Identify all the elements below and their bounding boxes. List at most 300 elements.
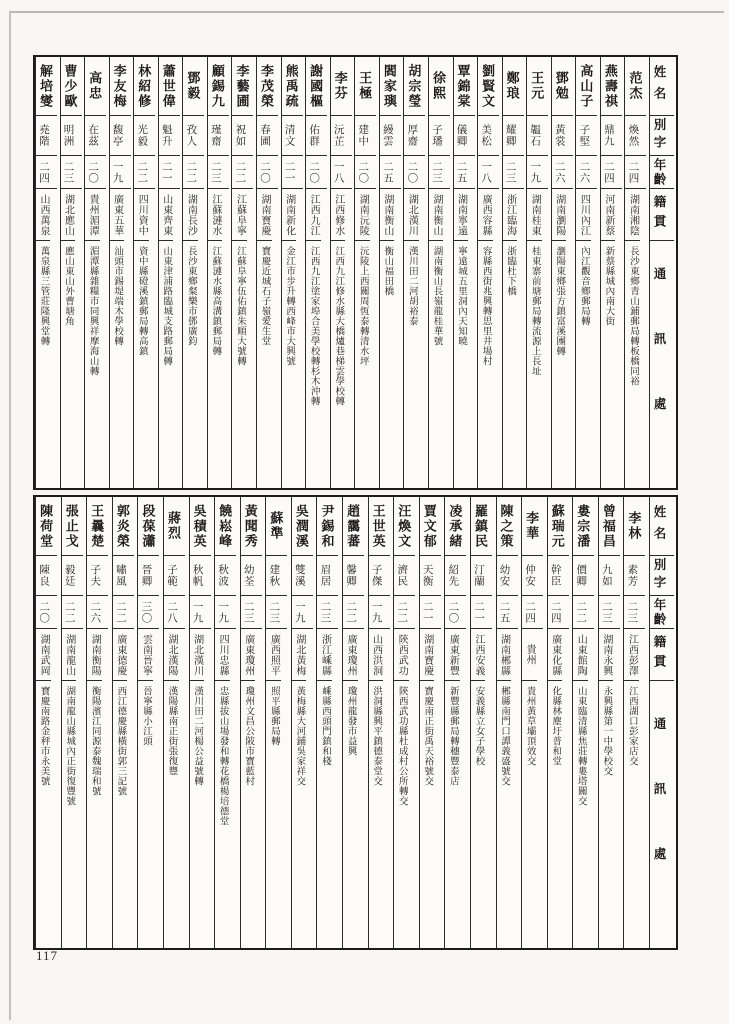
- entry-age: 一八: [331, 155, 352, 188]
- entry-name: 黃聞秀: [242, 503, 258, 549]
- entry-age: 二三: [266, 595, 287, 628]
- entry-courtesy-name: 韞石: [527, 115, 548, 155]
- entry-age: 二三: [241, 595, 262, 628]
- entry-age: 二三: [624, 595, 645, 628]
- entry-age: 二二: [183, 155, 204, 188]
- entry-name: 王極: [357, 71, 373, 101]
- entry-native-place: 山東館陶: [573, 628, 594, 680]
- entry-age: 二〇: [355, 155, 376, 188]
- entry-name: 曾福昌: [600, 503, 616, 549]
- entry-address: 江蘇漣水縣高溝鎮郵局轉: [208, 240, 223, 488]
- entry-age: 二八: [164, 595, 185, 628]
- entry-name: 徐熙: [430, 71, 446, 101]
- entry-name: 李茂榮: [259, 63, 274, 109]
- entry-courtesy-name: 黃裳: [552, 115, 573, 155]
- entry-age: 二三: [429, 155, 450, 188]
- entry-native-place: 湖南瀏陽: [552, 188, 573, 240]
- entry-column: [600, 57, 625, 488]
- entry-age: 一九: [110, 155, 131, 188]
- entry-age: 二二: [62, 595, 83, 628]
- entry-native-place: 廣東瓊州: [241, 628, 262, 680]
- entry-native-place: 廣西容縣: [478, 188, 499, 240]
- entry-courtesy-name: 秋波: [215, 555, 236, 595]
- entry-column: [575, 57, 600, 488]
- entry-column: [35, 497, 61, 948]
- entry-age: 二三: [317, 595, 338, 628]
- entry-name: 曹少歐: [62, 63, 78, 109]
- entry-name: 趙靄蕃: [345, 503, 361, 549]
- entry-age: 二四: [601, 155, 622, 188]
- entry-column: [109, 57, 134, 488]
- entry-native-place: 四川忠縣: [215, 628, 236, 680]
- entry-name: 鄧毅: [185, 71, 201, 101]
- entry-native-place: 山西洪洞: [369, 628, 390, 680]
- entry-column: [526, 57, 551, 488]
- entry-address: 瓊州龍發市益興: [343, 680, 358, 948]
- entry-name: 閻家璵: [381, 63, 397, 109]
- entry-native-place: 湖南桂東: [527, 188, 548, 240]
- entry-column: [393, 497, 419, 948]
- header-age: 年齡: [650, 155, 674, 188]
- entry-name: 吳潤溪: [293, 503, 309, 549]
- entry-age: 二四: [548, 595, 569, 628]
- header-column: [649, 497, 676, 948]
- entry-courtesy-name: 眉居: [317, 555, 338, 595]
- entry-address: 瓊州文昌公陂市寶藍村: [241, 680, 256, 948]
- entry-column: [453, 57, 478, 488]
- entry-age: 二二: [232, 155, 253, 188]
- entry-address: 嵊縣西頭門鎮和棧: [317, 680, 332, 948]
- entry-name: 凌承緒: [447, 503, 463, 549]
- entry-name: 李友梅: [111, 63, 127, 109]
- entry-courtesy-name: 堯階: [36, 115, 57, 155]
- entry-name: 熊禹疏: [283, 63, 299, 109]
- entry-address: 新蔡縣城內南大街: [601, 240, 616, 488]
- entry-courtesy-name: 孜人: [183, 115, 204, 155]
- entry-address: 陝西武功縣杜成村公所轉交: [394, 680, 409, 948]
- page-number: 117: [36, 948, 59, 963]
- entry-courtesy-name: 祝如: [232, 115, 253, 155]
- entry-column: [551, 57, 576, 488]
- entry-native-place: 湖南永興: [599, 628, 620, 680]
- entry-address: 萬泉縣三管莊隆興堂轉: [36, 240, 51, 488]
- entry-name: 段葆瀟: [140, 503, 156, 549]
- header-name: 姓名: [652, 504, 666, 548]
- entry-address: 化縣林塵圩普和堂: [548, 680, 563, 948]
- entry-column: [61, 497, 87, 948]
- entry-native-place: 湖北漢川: [404, 188, 425, 240]
- entry-courtesy-name: 清文: [282, 115, 303, 155]
- entry-age: 二二: [134, 155, 155, 188]
- entry-native-place: 雲南晉寧: [138, 628, 159, 680]
- entry-column: [403, 57, 428, 488]
- entry-name: 林紹修: [136, 63, 152, 109]
- entry-courtesy-name: 紹先: [445, 555, 466, 595]
- entry-native-place: 湖南衡山: [380, 188, 401, 240]
- entry-courtesy-name: 明洲: [61, 115, 82, 155]
- entry-age: 一九: [215, 595, 236, 628]
- entry-native-place: 四川資中: [134, 188, 155, 240]
- entry-courtesy-name: 儀卿: [454, 115, 475, 155]
- entry-name: 王曩楚: [89, 503, 105, 549]
- entry-name: 陳之策: [498, 503, 514, 549]
- entry-column: [137, 497, 163, 948]
- entry-courtesy-name: 晉卿: [138, 555, 159, 595]
- entry-address: 江西湖口彭家店交: [624, 680, 639, 948]
- entry-age: 二一: [159, 155, 180, 188]
- entry-address: 山東臨清縣焦莊轉婁塔關交: [573, 680, 588, 948]
- entry-age: 二〇: [257, 155, 278, 188]
- entry-age: 二一: [471, 595, 492, 628]
- entry-age: 二五: [497, 595, 518, 628]
- entry-address: 沅陵上西關周恆泰轉清水坪: [355, 240, 370, 488]
- entry-native-place: 湖南長沙: [183, 188, 204, 240]
- entry-native-place: 湖南衡山: [429, 188, 450, 240]
- entry-column: [158, 57, 183, 488]
- entry-native-place: 江蘇漣水: [208, 188, 229, 240]
- entry-native-place: 湖南寧遠: [454, 188, 475, 240]
- entry-native-place: 湖南沅陵: [355, 188, 376, 240]
- entry-name: 蘇準: [268, 511, 284, 541]
- header-courtesy: 別字: [650, 115, 674, 155]
- entry-age: 二二: [113, 595, 134, 628]
- entry-column: [281, 57, 306, 488]
- entry-column: [496, 497, 522, 948]
- entry-courtesy-name: 九如: [599, 555, 620, 595]
- entry-column: [379, 57, 404, 488]
- entry-name: 羅鎮民: [472, 503, 488, 549]
- entry-name: 胡宗瑩: [406, 63, 422, 109]
- entry-native-place: 山東齊東: [159, 188, 180, 240]
- entry-column: [470, 497, 496, 948]
- entry-name: 解培燮: [37, 63, 53, 109]
- entry-age: 二一: [282, 155, 303, 188]
- entry-name: 賈文郁: [421, 503, 437, 549]
- entry-native-place: 湖北應山: [61, 188, 82, 240]
- entry-address: 江蘇阜寧伍佑鎮朱順大號轉: [232, 240, 247, 488]
- entry-courtesy-name: 子範: [164, 555, 185, 595]
- entry-courtesy-name: 厚齋: [404, 115, 425, 155]
- entry-address: 忠縣拔山場發和轉花橋楊培德堂: [215, 680, 230, 948]
- entry-address: 江西九江修水縣大橋爐巷梯雲學校轉: [331, 240, 346, 488]
- entry-age: 二五: [380, 155, 401, 188]
- entry-courtesy-name: 子傑: [369, 555, 390, 595]
- entry-address: 長沙東鄉青山鋪郵局轉板橋同裕: [625, 240, 640, 488]
- entry-age: 一九: [527, 155, 548, 188]
- entry-name: 高山子: [578, 63, 594, 109]
- entry-name: 王元: [529, 71, 545, 101]
- entry-address: 漢川田二河胡裕泰: [404, 240, 419, 488]
- entry-address: 晉寧縣小江頭: [138, 680, 153, 948]
- entry-courtesy-name: 子夫: [87, 555, 108, 595]
- entry-column: [572, 497, 598, 948]
- entry-name: 李華: [524, 511, 540, 541]
- entry-column: [368, 497, 394, 948]
- entry-column: [291, 497, 317, 948]
- entry-native-place: 廣東德慶: [113, 628, 134, 680]
- entry-age: 二二: [343, 595, 364, 628]
- directory-table-top: [33, 55, 678, 490]
- entry-column: [231, 57, 256, 488]
- entry-age: 一九: [292, 595, 313, 628]
- entry-column: [84, 57, 109, 488]
- entry-native-place: 江蘇阜寧: [232, 188, 253, 240]
- entry-courtesy-name: 仲安: [522, 555, 543, 595]
- entry-native-place: 湖南寶慶: [257, 188, 278, 240]
- entry-native-place: 浙江臨海: [503, 188, 524, 240]
- entry-column: [502, 57, 527, 488]
- entry-name: 蘇瑞元: [549, 503, 565, 549]
- directory-table-bottom: [33, 495, 678, 950]
- entry-address: 洪洞縣興平鎮德泰堂交: [369, 680, 384, 948]
- entry-name: 蔣烈: [166, 511, 182, 541]
- entry-courtesy-name: 鼎九: [601, 115, 622, 155]
- entry-column: [521, 497, 547, 948]
- entry-native-place: 江西修水: [331, 188, 352, 240]
- directory-tables: [33, 55, 678, 950]
- header-name: 姓名: [652, 64, 666, 108]
- entry-courtesy-name: 嘯風: [113, 555, 134, 595]
- entry-courtesy-name: 瑾齋: [208, 115, 229, 155]
- entry-age: 二四: [522, 595, 543, 628]
- entry-column: [86, 497, 112, 948]
- entry-age: 二〇: [404, 155, 425, 188]
- entry-courtesy-name: 價卿: [573, 555, 594, 595]
- entry-name: 覃錦棠: [455, 63, 471, 109]
- entry-column: [240, 497, 266, 948]
- entry-name: 鄧勉: [553, 71, 569, 101]
- entry-courtesy-name: 幼安: [497, 555, 518, 595]
- entry-address: 西江德慶縣橫街郭三記號: [113, 680, 128, 948]
- entry-name: 謝國樞: [308, 63, 324, 109]
- entry-age: 二三: [208, 155, 229, 188]
- entry-native-place: 湖南寶慶: [420, 628, 441, 680]
- entry-native-place: 江西安義: [471, 628, 492, 680]
- entry-native-place: 江西彭澤: [624, 628, 645, 680]
- entry-courtesy-name: 春圃: [257, 115, 278, 155]
- entry-courtesy-name: 子堅: [576, 115, 597, 155]
- entry-name: 燕壽祺: [602, 63, 618, 109]
- entry-age: 一九: [190, 595, 211, 628]
- entry-column: [547, 497, 573, 948]
- entry-courtesy-name: 光毅: [134, 115, 155, 155]
- entry-courtesy-name: 馥亭: [110, 115, 131, 155]
- entry-native-place: 湖南新化: [282, 188, 303, 240]
- entry-courtesy-name: 幼荃: [241, 555, 262, 595]
- entry-name: 李林: [626, 511, 642, 541]
- entry-name: 鄭琅: [504, 71, 520, 101]
- entry-address: 寶慶南路金秤市永美號: [36, 680, 51, 948]
- entry-courtesy-name: 美松: [478, 115, 499, 155]
- entry-column: [189, 497, 215, 948]
- entry-name: 尹錫和: [319, 503, 335, 549]
- entry-address: 瀏陽東鄉張方鎮富溪團轉: [552, 240, 567, 488]
- entry-courtesy-name: 縵雲: [380, 115, 401, 155]
- entry-address: 照平縣郵局轉: [266, 680, 281, 948]
- entry-native-place: 河南新蔡: [601, 188, 622, 240]
- entry-column: [163, 497, 189, 948]
- entry-native-place: 湖南衡陽: [87, 628, 108, 680]
- entry-age: 二六: [552, 155, 573, 188]
- entry-age: 二〇: [85, 155, 106, 188]
- entry-address: 內江觀音鄉郵局轉: [576, 240, 591, 488]
- entry-name: 吳積英: [191, 503, 207, 549]
- entry-native-place: 廣東五華: [110, 188, 131, 240]
- entry-address: 永興縣第一中學校交: [599, 680, 614, 948]
- entry-name: 范杰: [627, 71, 643, 101]
- entry-age: 二〇: [306, 155, 327, 188]
- entry-name: 婁宗潘: [575, 503, 591, 549]
- header-origin: 籍貫: [650, 188, 674, 240]
- entry-age: 二〇: [445, 595, 466, 628]
- entry-address: 容縣西街兆興轉思里井場村: [478, 240, 493, 488]
- entry-native-place: 廣東瓊州: [343, 628, 364, 680]
- entry-name: 顧錫九: [209, 63, 225, 109]
- entry-native-place: 陝西武功: [394, 628, 415, 680]
- entry-name: 郭炎榮: [114, 503, 130, 549]
- entry-address: 資中縣磴溪鎮郵局轉高鎮: [134, 240, 149, 488]
- entry-courtesy-name: 濟民: [394, 555, 415, 595]
- entry-age: 二四: [36, 155, 57, 188]
- entry-age: 二四: [625, 155, 646, 188]
- entry-name: 汪煥文: [396, 503, 412, 549]
- entry-column: [354, 57, 379, 488]
- entry-courtesy-name: 煥然: [625, 115, 646, 155]
- entry-name: 劉賢文: [480, 63, 496, 109]
- entry-age: 二三: [599, 595, 620, 628]
- entry-address: 貴州黃草壩頂效交: [522, 680, 537, 948]
- entry-column: [207, 57, 232, 488]
- entry-name: 李藝圃: [234, 63, 250, 109]
- entry-column: [623, 497, 649, 948]
- entry-column: [133, 57, 158, 488]
- entry-column: [428, 57, 453, 488]
- entry-age: 二二: [394, 595, 415, 628]
- entry-column: [305, 57, 330, 488]
- entry-native-place: 湖北漢川: [190, 628, 211, 680]
- entry-courtesy-name: 在茲: [85, 115, 106, 155]
- entry-name: 陳荷堂: [38, 503, 54, 549]
- entry-column: [419, 497, 445, 948]
- entry-native-place: 江西九江: [306, 188, 327, 240]
- entry-address: 寶慶南正街禹天裕號交: [420, 680, 435, 948]
- entry-column: [477, 57, 502, 488]
- entry-column: [182, 57, 207, 488]
- entry-address: 郴縣南門口譚義盛號交: [497, 680, 512, 948]
- header-origin: 籍貫: [650, 628, 674, 680]
- entry-address: 汕頭市錫堤端木學校轉: [110, 240, 125, 488]
- entry-address: 山東津浦路臨城支路郵局轉: [159, 240, 174, 488]
- entry-native-place: 湖南龍山: [62, 628, 83, 680]
- entry-address: 湄潭縣雜糧市同興祥摩海山轉: [85, 240, 100, 488]
- entry-courtesy-name: 魁升: [159, 115, 180, 155]
- entry-courtesy-name: 素芳: [624, 555, 645, 595]
- entry-age: 二六: [576, 155, 597, 188]
- entry-native-place: 廣西照平: [266, 628, 287, 680]
- header-address: 通訊處: [650, 680, 674, 948]
- entry-name: 饒崧峰: [217, 503, 233, 549]
- entry-column: [330, 57, 355, 488]
- entry-courtesy-name: 沅芷: [331, 115, 352, 155]
- entry-address: 江西九江塗家埠合美學校轉杉木沖轉: [306, 240, 321, 488]
- entry-age: 三〇: [138, 595, 159, 628]
- entry-name: 李芬: [332, 71, 348, 101]
- entry-native-place: 貴州: [522, 628, 543, 680]
- header-address: 通訊處: [650, 240, 674, 488]
- entry-age: 二三: [503, 155, 524, 188]
- entry-courtesy-name: 陳良: [36, 555, 57, 595]
- entry-courtesy-name: 佑群: [306, 115, 327, 155]
- entry-age: 一八: [478, 155, 499, 188]
- entry-column: [342, 497, 368, 948]
- entry-name: 張止戈: [63, 503, 79, 549]
- entry-column: [265, 497, 291, 948]
- entry-native-place: 貴州湄潭: [85, 188, 106, 240]
- entry-native-place: 湖南湘陰: [625, 188, 646, 240]
- entry-address: 衡陽濱江同源泰魏瑞和號: [87, 680, 102, 948]
- entry-courtesy-name: 耀卿: [503, 115, 524, 155]
- entry-courtesy-name: 幹臣: [548, 555, 569, 595]
- entry-name: 高忠: [87, 71, 103, 101]
- entry-native-place: 山西萬泉: [36, 188, 57, 240]
- entry-age: 二六: [87, 595, 108, 628]
- entry-courtesy-name: 建秋: [266, 555, 287, 595]
- entry-courtesy-name: 毅廷: [62, 555, 83, 595]
- entry-address: 漢陽縣南正街張復豐: [164, 680, 179, 948]
- entry-column: [214, 497, 240, 948]
- entry-age: 一九: [369, 595, 390, 628]
- entry-age: 二二: [573, 595, 594, 628]
- header-courtesy: 別字: [650, 555, 674, 595]
- entry-address: 金江市步升轉西峰市大興號: [282, 240, 297, 488]
- entry-native-place: 湖北黃梅: [292, 628, 313, 680]
- entry-address: 長沙東鄉粲樂市鄧廣鈞: [183, 240, 198, 488]
- entry-column: [444, 497, 470, 948]
- entry-address: 安義縣立女子學校: [471, 680, 486, 948]
- entry-column: [35, 57, 60, 488]
- entry-courtesy-name: 建中: [355, 115, 376, 155]
- entry-address: 湖南龍山縣城內正街復豐號: [62, 680, 77, 948]
- entry-address: 黃梅縣大河鋪吳家祥交: [292, 680, 307, 948]
- entry-age: 二一: [420, 595, 441, 628]
- entry-courtesy-name: 子璠: [429, 115, 450, 155]
- entry-name: 蕭世偉: [160, 63, 176, 109]
- entry-native-place: 湖南武岡: [36, 628, 57, 680]
- entry-age: 二三: [61, 155, 82, 188]
- entry-column: [316, 497, 342, 948]
- entry-courtesy-name: 汀蘭: [471, 555, 492, 595]
- entry-native-place: 浙江嵊縣: [317, 628, 338, 680]
- entry-native-place: 廣東化縣: [548, 628, 569, 680]
- entry-address: 浙臨杜下橋: [503, 240, 518, 488]
- entry-address: 新豐縣郵局轉穗豐泰店: [445, 680, 460, 948]
- entry-address: 桂東寨前塘郵局轉流源上長址: [527, 240, 542, 488]
- entry-address: 寶慶近城石子嶺愛生堂: [257, 240, 272, 488]
- entry-native-place: 湖北漢陽: [164, 628, 185, 680]
- entry-native-place: 廣東新豐: [445, 628, 466, 680]
- entry-native-place: 四川內江: [576, 188, 597, 240]
- entry-column: [112, 497, 138, 948]
- header-column: [649, 57, 676, 488]
- entry-courtesy-name: 天衡: [420, 555, 441, 595]
- header-age: 年齡: [650, 595, 674, 628]
- entry-address: 寧遠城五里洞內天知曉: [454, 240, 469, 488]
- entry-column: [256, 57, 281, 488]
- entry-column: [60, 57, 85, 488]
- entry-address: 湖南衡山長嶺龍桂華號: [429, 240, 444, 488]
- entry-address: 漢川田二河楊公益號轉: [190, 680, 205, 948]
- entry-age: 二〇: [36, 595, 57, 628]
